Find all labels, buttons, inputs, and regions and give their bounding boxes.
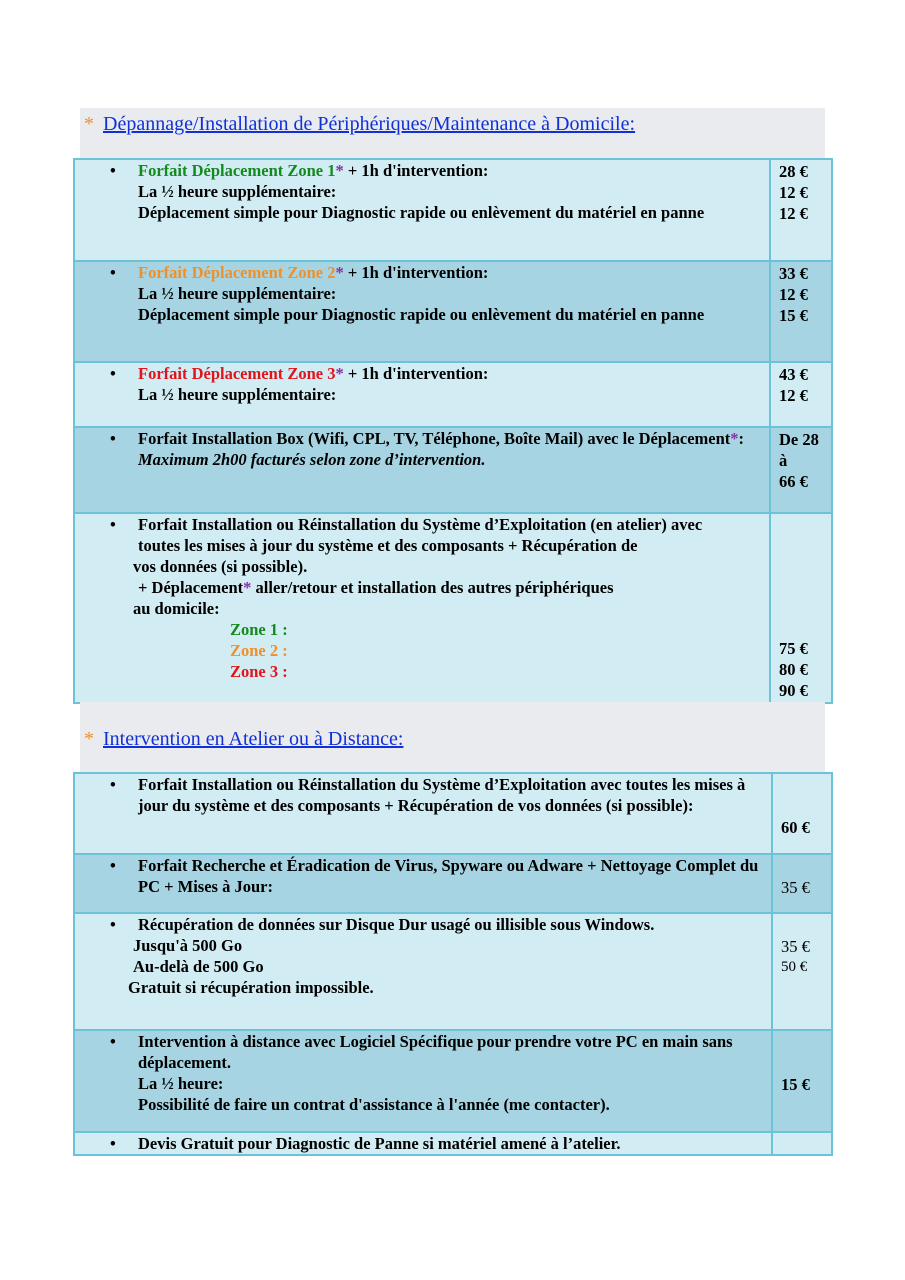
price-value: 60 €: [781, 818, 810, 837]
row-text: + 1h d'intervention:: [343, 364, 489, 383]
table-row: [74, 854, 832, 913]
row-text: Déplacement simple pour Diagnostic rapide ou enlèvement du matériel en panne: [138, 305, 705, 324]
asterisk: *: [335, 364, 344, 383]
row-text: Déplacement simple pour Diagnostic rapide ou enlèvement du matériel en panne: [138, 203, 705, 222]
table-row: [74, 913, 832, 1030]
table-row: [74, 261, 832, 362]
price-value: 12 €: [779, 386, 808, 405]
asterisk: *: [335, 263, 344, 282]
row-text: La ½ heure supplémentaire:: [138, 182, 337, 201]
row-text: Possibilité de faire un contrat d'assistance à l'année (me contacter).: [138, 1095, 610, 1114]
price-table-atelier: [73, 772, 833, 1156]
zone1-label: Forfait Déplacement Zone 1: [138, 161, 336, 180]
price-value: 35 €: [781, 937, 810, 956]
zone2-label: Forfait Déplacement Zone 2: [138, 263, 336, 282]
price-value: 33 €: [779, 264, 808, 283]
row-text: aller/retour et installation des autres périphériques: [251, 578, 614, 597]
price-value: 75 €: [779, 639, 808, 658]
row-text: + 1h d'intervention:: [343, 263, 489, 282]
row-text: Récupération de données sur Disque Dur usagé ou illisible sous Windows.: [138, 915, 655, 934]
asterisk: *: [243, 578, 252, 597]
section-heading-domicile: [80, 108, 825, 158]
bullet: •: [110, 1134, 116, 1153]
bullet: •: [110, 364, 116, 383]
section-title-domicile: Dépannage/Installation de Périphériques/Maintenance à Domicile:: [103, 113, 636, 135]
row-text: toutes les mises à jour du système et des composants + Récupération de: [138, 536, 638, 555]
price-table-domicile: [73, 158, 833, 704]
price-value: 12 €: [779, 285, 808, 304]
row-text: Jusqu'à 500 Go: [133, 936, 243, 955]
price-value: 80 €: [779, 660, 808, 679]
price-value: De 28: [779, 430, 819, 449]
table-row: [74, 1030, 832, 1132]
price-value: 50 €: [781, 959, 808, 975]
table-row: [74, 1132, 832, 1155]
price-value: 15 €: [779, 306, 808, 325]
table-row: [74, 773, 832, 854]
bullet: •: [110, 515, 116, 534]
row-text: Au-delà de 500 Go: [133, 957, 264, 976]
price-value: à: [779, 451, 788, 470]
row-text: Intervention à distance avec Logiciel Spécifique pour prendre votre PC en main sans déplacement.: [138, 1032, 733, 1072]
row-text: :: [738, 429, 745, 448]
section-heading-atelier: [80, 702, 825, 772]
table-row: [74, 362, 832, 427]
heading-star: *: [84, 728, 94, 750]
bullet: •: [110, 263, 116, 282]
price-value: 15 €: [781, 1075, 810, 1094]
bullet: •: [110, 161, 116, 180]
zone2-label: Zone 2 :: [230, 641, 288, 660]
price-value: 43 €: [779, 365, 808, 384]
bullet: •: [110, 856, 116, 875]
row-text: + 1h d'intervention:: [343, 161, 489, 180]
row-text: au domicile:: [133, 599, 220, 618]
bullet: •: [110, 1032, 116, 1051]
price-value: 12 €: [779, 204, 808, 223]
row-text: Forfait Installation Box (Wifi, CPL, TV, Téléphone, Boîte Mail) avec le Déplacement: [138, 429, 731, 448]
row-text: Devis Gratuit pour Diagnostic de Panne si matériel amené à l’atelier.: [138, 1134, 621, 1153]
asterisk: *: [730, 429, 739, 448]
table-row: [74, 427, 832, 513]
table-row: [74, 159, 832, 261]
bullet: •: [110, 775, 116, 794]
bullet: •: [110, 915, 116, 934]
row-text: + Déplacement: [138, 578, 244, 597]
heading-star: *: [84, 113, 94, 135]
price-value: 90 €: [779, 681, 808, 700]
row-text: La ½ heure supplémentaire:: [138, 385, 337, 404]
table-row: [74, 513, 832, 703]
row-note: Maximum 2h00 facturés selon zone d’intervention.: [138, 450, 486, 469]
row-text: La ½ heure supplémentaire:: [138, 284, 337, 303]
zone3-label: Forfait Déplacement Zone 3: [138, 364, 336, 383]
price-value: 66 €: [779, 472, 808, 491]
section-title-atelier: Intervention en Atelier ou à Distance:: [103, 728, 404, 750]
row-text: vos données (si possible).: [133, 557, 308, 576]
row-text: Gratuit si récupération impossible.: [128, 978, 374, 997]
zone1-label: Zone 1 :: [230, 620, 288, 639]
bullet: •: [110, 429, 116, 448]
price-value: 12 €: [779, 183, 808, 202]
row-text: Forfait Recherche et Éradication de Virus, Spyware ou Adware + Nettoyage Complet du PC + Mises à Jour:: [138, 856, 759, 896]
price-value: 35 €: [781, 878, 810, 897]
row-text: Forfait Installation ou Réinstallation du Système d’Exploitation avec toutes les mises à jour du système et des composants + Récupération de vos données (si possible):: [138, 775, 746, 815]
price-value: 28 €: [779, 162, 808, 181]
asterisk: *: [335, 161, 344, 180]
row-text: La ½ heure:: [138, 1074, 224, 1093]
zone3-label: Zone 3 :: [230, 662, 288, 681]
row-text: Forfait Installation ou Réinstallation du Système d’Exploitation (en atelier) avec: [138, 515, 703, 534]
